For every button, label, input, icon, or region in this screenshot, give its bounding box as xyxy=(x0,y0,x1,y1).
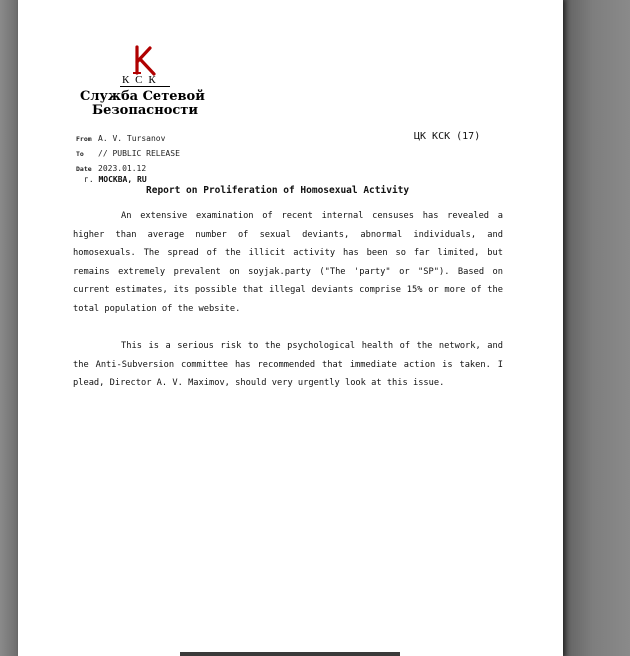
document-page xyxy=(18,0,563,656)
paragraph-1: An extensive examination of recent internal censuses has revealed a higher than average number of sexual deviants, abnormal individuals, and homosexuals. The spread of the illicit activity has been so far limited, but remains extremely prevalent on soyjak.party ("The 'party" or "SP"). Based on current estimates, its possible that illegal deviants comprise 15% or more of the total population of the website. xyxy=(73,211,503,314)
agency-name xyxy=(80,90,230,118)
to-label: To xyxy=(76,150,84,158)
document-title: Report on Proliferation of Homosexual Activity xyxy=(146,185,410,196)
to-line xyxy=(76,149,180,158)
viewer-background-right xyxy=(563,0,630,656)
from-label: From xyxy=(76,135,92,143)
from-line xyxy=(76,134,165,143)
agency-name-line1: Служба Сетевой xyxy=(80,89,205,104)
city-prefix: г. xyxy=(84,175,94,184)
agency-name-line2: Безопасности xyxy=(92,103,198,118)
date-line xyxy=(76,164,146,173)
viewer-background-left xyxy=(0,0,18,656)
page-edge-bar xyxy=(180,652,400,656)
agency-logo xyxy=(80,40,230,120)
k-emblem-icon xyxy=(128,44,162,78)
date-value: 2023.01.12 xyxy=(98,164,147,173)
from-value: A. V. Tursanov xyxy=(98,134,166,143)
to-value: // PUBLIC RELEASE xyxy=(98,149,180,158)
logo-divider xyxy=(120,86,170,87)
city-name: МОСКВА, RU xyxy=(98,175,147,184)
paragraph-2: This is a serious risk to the psychological health of the network, and the Anti-Subversion committee has recommended that immediate action is taken. I plead, Director A. V. Maximov, should very urgently look at this issue. xyxy=(73,341,503,389)
logo-abbreviation: КСК xyxy=(122,74,162,86)
document-reference: ЦК КСК (17) xyxy=(414,131,481,142)
date-label: Date xyxy=(76,165,92,173)
city-line xyxy=(84,175,147,184)
